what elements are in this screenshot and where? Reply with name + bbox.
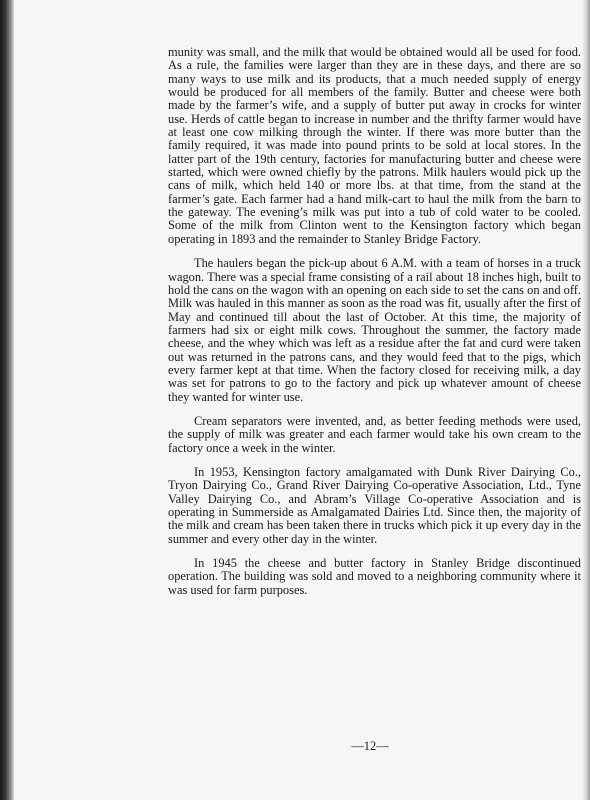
page-edge-shadow [582, 0, 590, 800]
page-number: —12— [351, 739, 389, 753]
paragraph-amalgamation: In 1953, Kensington factory amalgamated with Dunk River Dairying Co., Tryon Dairying Co., Grand River Dairying Co-operative Association, Ltd., Tyne Valley Dairying Co., and Abram’s Village Co-operative Association and is operating in Summerside as Amalgamated Dairies Ltd. Since then, the majority of the milk and cream has been taken there in trucks which pick it up every day in the summer and every other day in the winter. [168, 464, 581, 546]
paragraph-stanley-bridge: In 1945 the cheese and butter factory in Stanley Bridge discontinued operation. The building was sold and moved to a neighboring community where it was used for farm purposes. [168, 556, 581, 597]
paragraph-continuation: munity was small, and the milk that would be obtained would all be used for food. As a rule, the families were larger than they are in these days, and there are so many ways to use milk and its products, that a much needed supply of energy would be produced for all members of the family. Butter and cheese were both made by the farmer’s wife, and a supply of butter put away in crocks for winter use. Herds of cattle began to increase in number and the thrifty farmer would have at least one cow milking through the winter. If there was more butter than the family required, it was made into pound prints to be sold at local stores. In the latter part of the 19th century, factories for manufacturing butter and cheese were started, which were owned chiefly by the patrons. Milk haulers would pick up the cans of milk, which held 140 or more lbs. at that time, from the stand at the farmer’s gate. Each farmer had a hand milk-cart to haul the milk from the barn to the gateway. The evening’s milk was put into a tub of cold water to be cooled. Some of the milk from Clinton went to the Kensington factory which began operating in 1893 and the remainder to Stanley Bridge Factory. [168, 45, 581, 246]
paragraph-milk-haulers: The haulers began the pick-up about 6 A.M. with a team of horses in a truck wagon. There was a special frame consisting of a rail about 18 inches high, built to hold the cans on the wagon with an opening on each side to set the cans on and off. Milk was hauled in this manner as soon as the road was fit, usually after the first of May and continued till about the last of October. At this time, the majority of farmers had six or eight milk cows. Throughout the summer, the factory made cheese, and the whey which was left as a residue after the fat and curd were taken out was returned in the patrons cans, and they would feed that to the pigs, which every farmer kept at that time. When the factory closed for receiving milk, a day was set for patrons to go to the factory and pick up whatever amount of cheese they wanted for winter use. [168, 256, 581, 404]
paragraph-cream-separators: Cream separators were invented, and, as better feeding methods were used, the supply of milk was greater and each farmer would take his own cream to the factory once a week in the winter. [168, 413, 581, 455]
book-binding-edge [0, 0, 14, 800]
body-text [168, 46, 581, 608]
